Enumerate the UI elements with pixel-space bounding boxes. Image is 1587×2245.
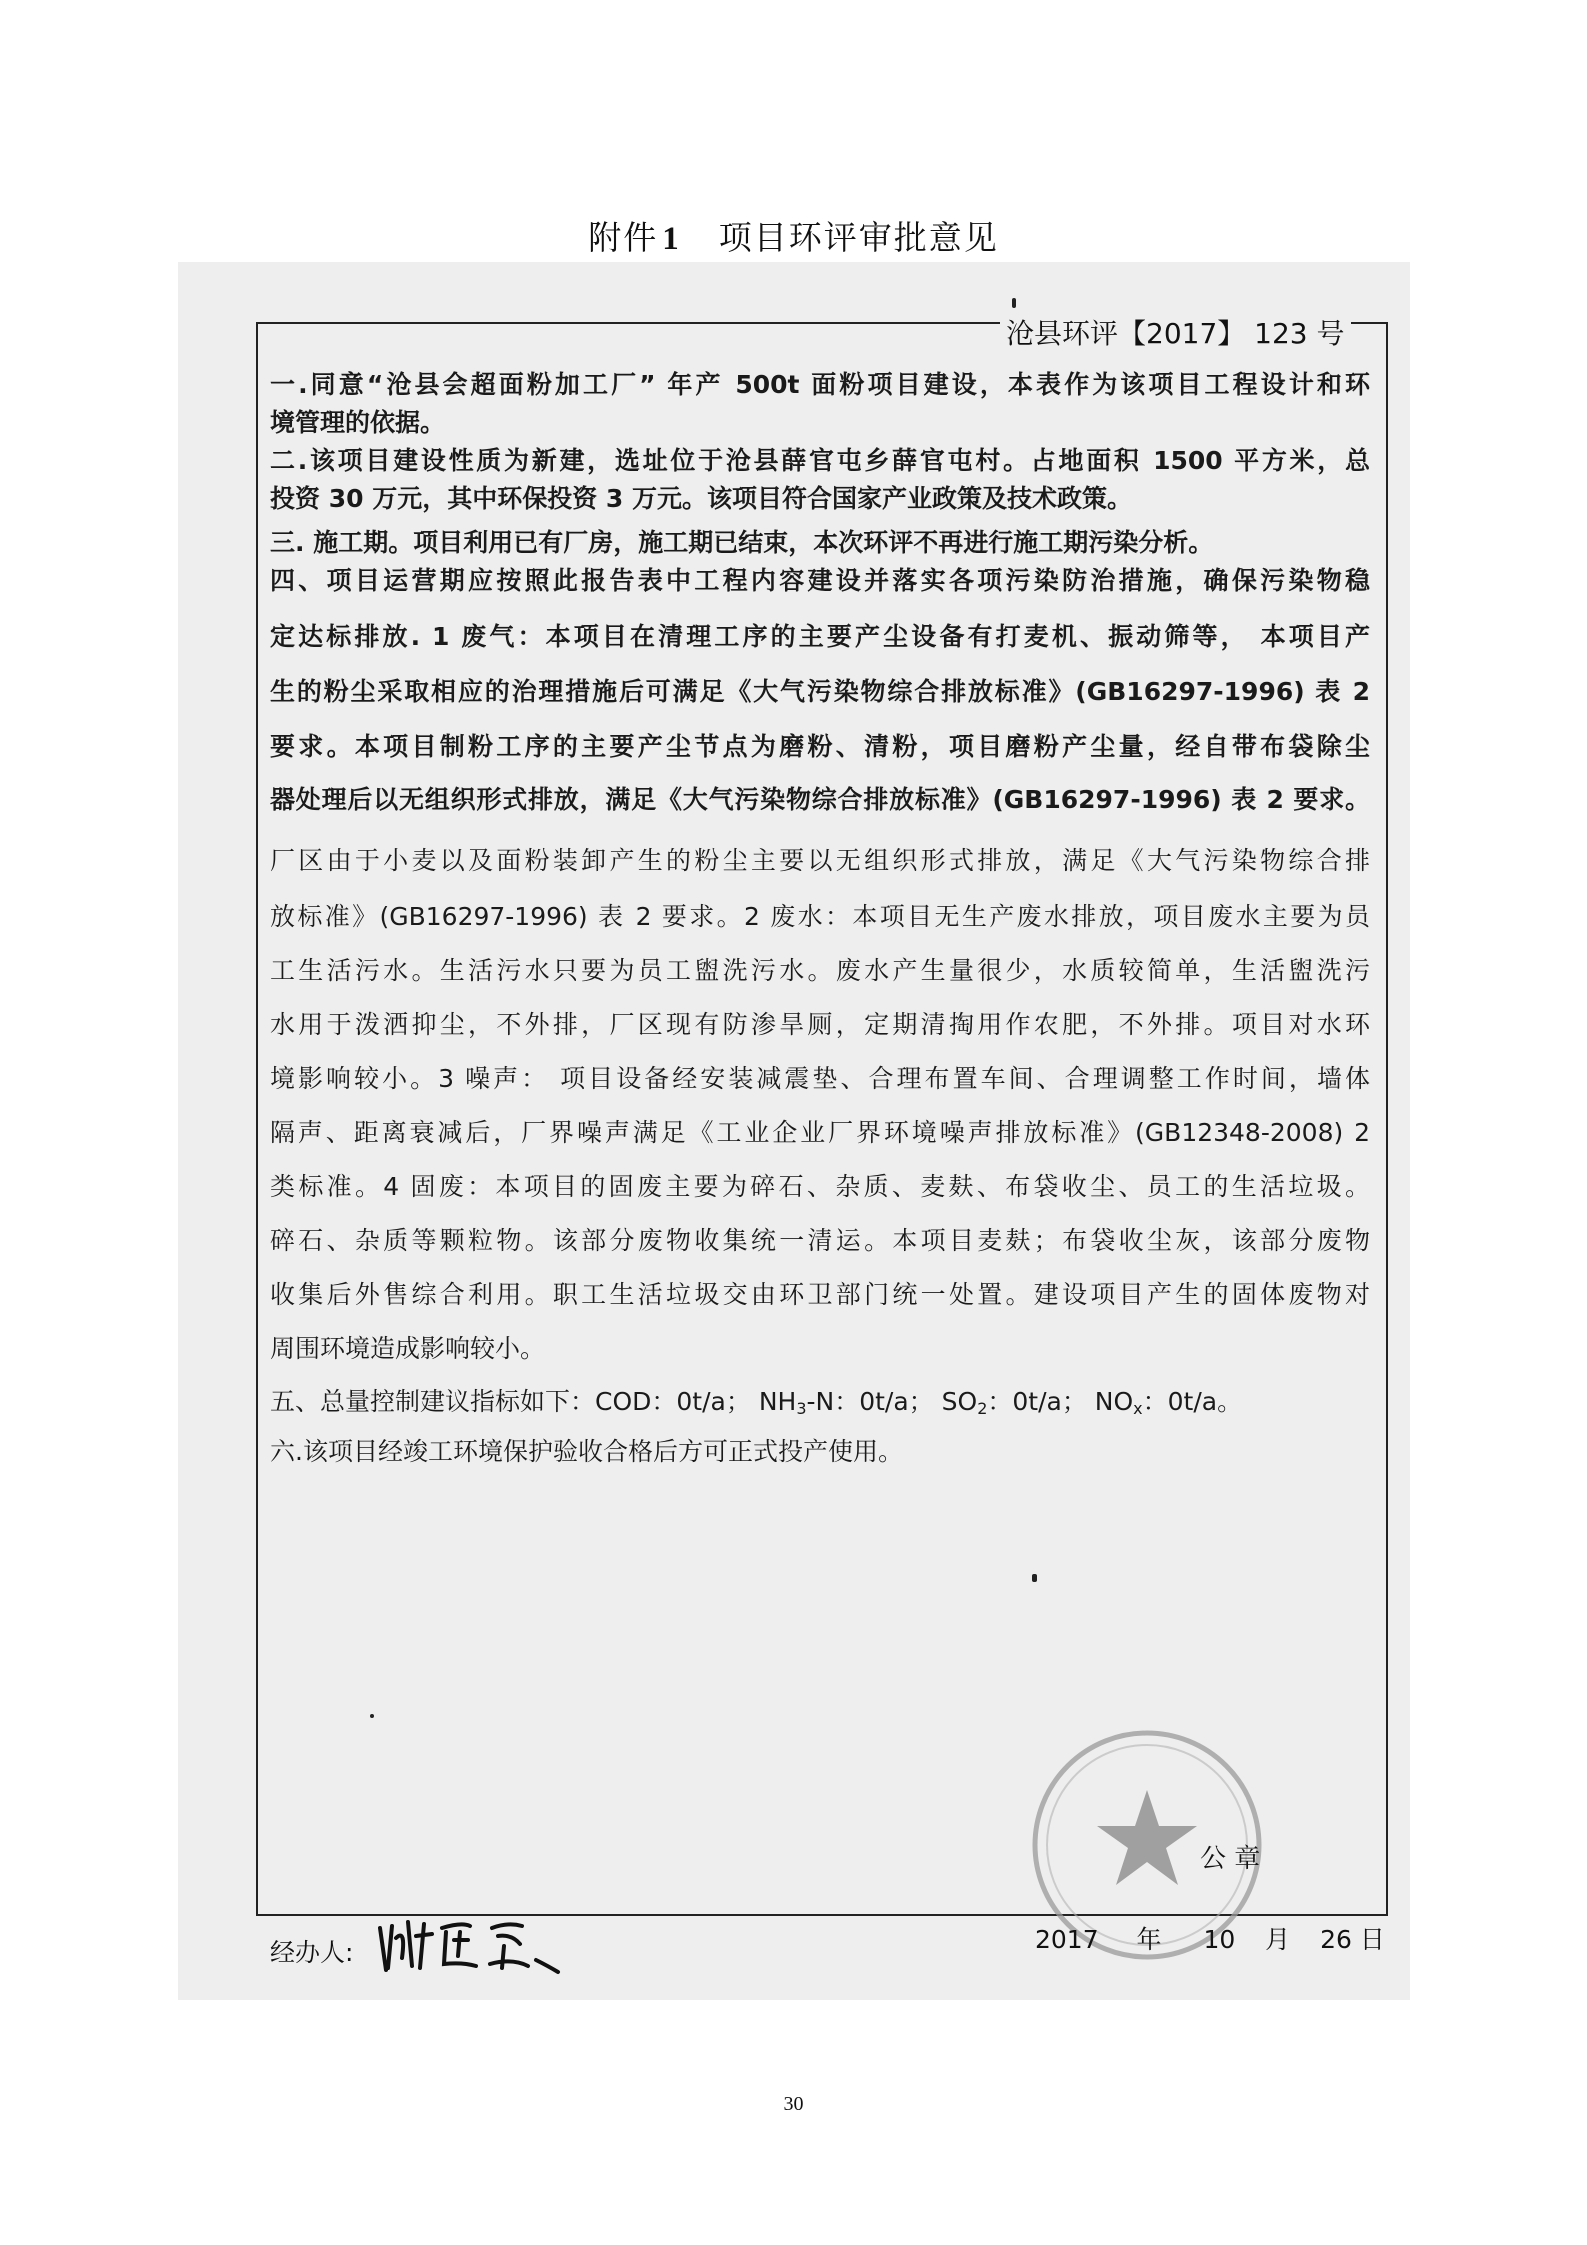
- handler-signature: [372, 1908, 582, 1978]
- final-line: 六.该项目经竣工环境保护验收合格后方可正式投产使用。: [270, 1437, 903, 1466]
- nox-subscript: x: [1133, 1399, 1143, 1418]
- totals-label: 五、总量控制建议指标如下：: [270, 1387, 596, 1416]
- date-day: 26: [1320, 1925, 1352, 1954]
- body-line: 水用于泼洒抑尘，不外排，厂区现有防渗旱厕，定期清掏用作农肥，不外排。项目对水环: [270, 1010, 1370, 1039]
- body-line: 放标准》(GB16297-1996) 表 2 要求。2 废水：本项目无生产废水排放，项目废水主要为员: [270, 902, 1370, 931]
- date-month: 10: [1203, 1925, 1236, 1954]
- approval-number: 沧县环评【2017】 123 号: [1000, 312, 1351, 352]
- body-line: 二.该项目建设性质为新建，选址位于沧县薛官屯乡薛官屯村。占地面积 1500 平方米，总: [270, 446, 1370, 475]
- scan-speck: [370, 1714, 374, 1718]
- title-number: 1: [662, 221, 681, 257]
- seal-label: 公 章: [1200, 1844, 1261, 1874]
- scan-speck: [1012, 298, 1016, 308]
- body-line: 四、项目运营期应按照此报告表中工程内容建设并落实各项污染防治措施，确保污染物稳: [270, 566, 1370, 595]
- body-line: 三. 施工期。项目利用已有厂房，施工期已结束，本次环评不再进行施工期污染分析。: [270, 528, 1214, 557]
- body-line: 定达标排放. 1 废气：本项目在清理工序的主要产尘设备有打麦机、振动筛等， 本项目产: [270, 622, 1370, 651]
- nox-value: ：0t/a。: [1142, 1387, 1243, 1416]
- body-line: 收集后外售综合利用。职工生活垃圾交由环卫部门统一处置。建设项目产生的固体废物对: [270, 1280, 1370, 1309]
- body-line: 周围环境造成影响较小。: [270, 1334, 546, 1363]
- body-line: 碎石、杂质等颗粒物。该部分废物收集统一清运。本项目麦麸；布袋收尘灰，该部分废物: [270, 1226, 1370, 1255]
- date-day-unit: 日: [1359, 1925, 1385, 1954]
- body-line: 要求。本项目制粉工序的主要产尘节点为磨粉、清粉，项目磨粉产尘量，经自带布袋除尘: [270, 732, 1370, 761]
- nh3-value: -N：0t/a；: [806, 1387, 934, 1416]
- date-month-unit: 月: [1265, 1925, 1291, 1954]
- so2-value: ：0t/a；: [987, 1387, 1087, 1416]
- date-year-unit: 年: [1136, 1925, 1162, 1954]
- nox-label: NO: [1094, 1387, 1134, 1416]
- body-line: 投资 30 万元，其中环保投资 3 万元。该项目符合国家产业政策及技术政策。: [270, 484, 1133, 513]
- body-line: 境影响较小。3 噪声： 项目设备经安装减震垫、合理布置车间、合理调整工作时间，墙体: [270, 1064, 1370, 1093]
- scan-speck: [1032, 1574, 1037, 1582]
- nh3-subscript: 3: [796, 1399, 807, 1418]
- so2-label: SO: [941, 1387, 978, 1416]
- title-prefix: 附件: [588, 218, 659, 257]
- body-line: 生的粉尘采取相应的治理措施后可满足《大气污染物综合排放标准》(GB16297-1996) 表 2: [270, 677, 1370, 706]
- nh3-label: NH: [758, 1387, 797, 1416]
- body-line: 工生活污水。生活污水只要为员工盥洗污水。废水产生量很少，水质较简单，生活盥洗污: [270, 956, 1370, 985]
- so2-subscript: 2: [977, 1399, 988, 1418]
- total-control-indicators: [270, 1387, 1370, 1424]
- body-line: 隔声、距离衰减后，厂界噪声满足《工业企业厂界环境噪声排放标准》(GB12348-2008) 2: [270, 1118, 1370, 1147]
- body-line: 一.同意“沧县会超面粉加工厂” 年产 500t 面粉项目建设，本表作为该项目工程设计和环: [270, 370, 1370, 399]
- title-text: 项目环评审批意见: [718, 218, 999, 257]
- body-line: 类标准。4 固废：本项目的固废主要为碎石、杂质、麦麸、布袋收尘、员工的生活垃圾。: [270, 1172, 1370, 1201]
- approval-date: [1035, 1920, 1385, 1956]
- date-year: 2017: [1035, 1925, 1099, 1954]
- body-line: 厂区由于小麦以及面粉装卸产生的粉尘主要以无组织形式排放，满足《大气污染物综合排: [270, 846, 1370, 875]
- body-line: 器处理后以无组织形式排放，满足《大气污染物综合排放标准》(GB16297-1996) 表 2 要求。: [270, 785, 1370, 814]
- handler-label: 经办人:: [270, 1938, 354, 1967]
- cod-value: COD：0t/a；: [595, 1387, 751, 1416]
- page-title: [0, 212, 1587, 259]
- page-number: 30: [783, 2093, 804, 2115]
- body-line: 境管理的依据。: [270, 408, 446, 437]
